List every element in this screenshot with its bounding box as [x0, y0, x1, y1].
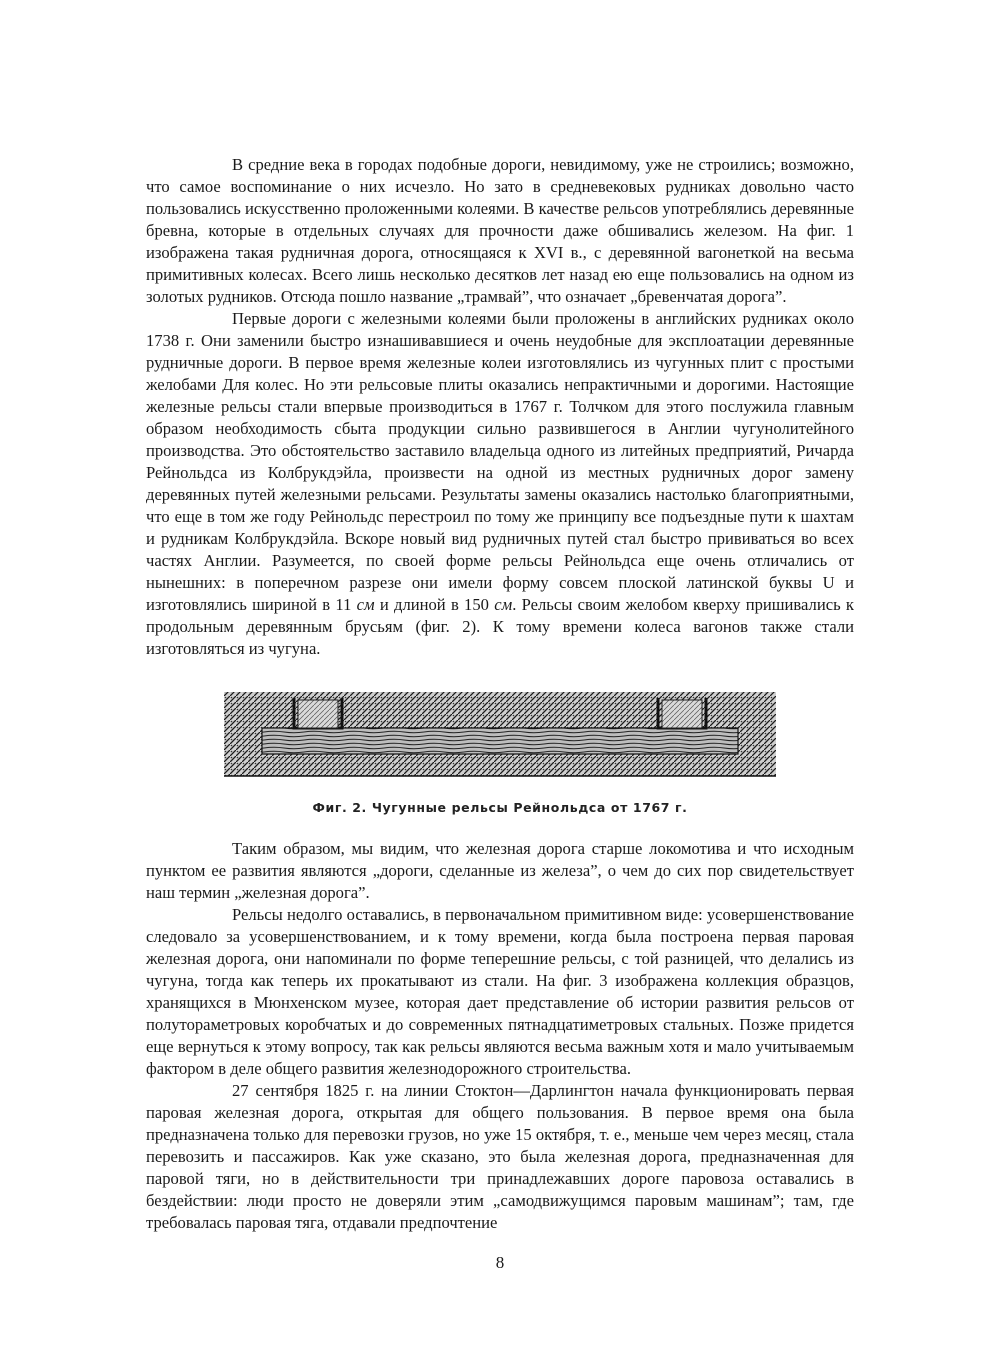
text-block-top [146, 154, 854, 660]
rail-cross-section-illustration [224, 690, 776, 780]
right-sleeper-block [662, 700, 702, 728]
paragraph-1 [146, 154, 854, 308]
paragraph-5: 27 сентября 1825 г. на линии Стоктон—Дарлингтон начала функционировать первая паровая железная дорога, открытая для общего пользования. В первое время она была предназначена только для перевозки грузов, но уже 15 октября, т. е., меньше чем через месяц, стала перевозить и пассажиров. Как уже сказано, это была железная дорога, предназначенная для паровой тяги, но в действительности три принадлежавших дороге паровоза оставались в бездействии: люди просто не доверяли этим „самодвижущимся паровым машинам”; там, где требовалась паровая тяга, отдавали предпочтение [146, 1081, 854, 1232]
paragraph-2 [146, 308, 854, 660]
wooden-beam [262, 728, 738, 754]
text-block-bottom [146, 838, 854, 1234]
figure-caption: Фиг. 2. Чугунные рельсы Рейнольдса от 1767 г. [312, 800, 688, 815]
unit-cm-2: см [494, 595, 513, 614]
paragraph-2-text-a: Первые дороги с железными колеями были проложены в английских рудниках около 1738 г. Они заменили быстро изнашивавшиеся и очень неудобные для эксплоатации деревянные рудничные дороги. В первое время железные колеи изготовлялись из чугунных плит с простыми желобами Для колес. Но эти рельсовые плиты оказались непрактичными и дорогими. Настоящие железные рельсы стали впервые производиться в 1767 г. Толчком для этого послужила главным образом необходимость сбыта продукции сильно развившегося в Англии чугунолитейного производства. Это обстоятельство заставило владельца одного из литейных предприятий, Ричарда Рейнольдса из Колбрукдэйла, произвести на одной из местных рудничных дорог замену деревянных путей железными рельсами. Результаты замены оказались настолько благоприятными, что еще в том же году Рейнольдс перестроил по тому же принципу все подъездные пути к шахтам и рудникам Колбрукдэйла. Вскоре новый вид рудничных путей стал быстро прививаться во всех частях Англии. Разумеется, по своей форме рельсы Рейнольдса еще очень отличались от нынешних: в поперечном разрезе они имели форму совсем плоской латинской буквы U и изготовлялись шириной в 11 [146, 309, 854, 614]
page-number: 8 [495, 1253, 505, 1272]
paragraph-2-text-b: и длиной в 150 [374, 595, 495, 614]
paragraph-2-text-c: . Рельсы своим желобом кверху пришивались к продольным деревянным брусьям (фиг. 2). К тому времени колеса вагонов также стали изготовляться из чугуна. [146, 595, 854, 658]
unit-cm-1: см [356, 595, 375, 614]
paragraph-4: Рельсы недолго оставались, в первоначальном примитивном виде: усовершенствование следовало за усовершенствованием, и к тому времени, когда была построена первая паровая железная дорога, они напоминали по форме теперешние рельсы, с той разницей, что делались из чугуна, тогда как теперь их прокатывают из стали. На фиг. 3 изображена коллекция образцов, хранящихся в Мюнхенском музее, которая дает представление об истории развития рельсов от полутораметровых коробчатых и до современных пятнадцатиметровых стальных. Позже придется еще вернуться к этому вопросу, так как рельсы являются весьма важным хотя и мало учитываемым фактором в деле общего развития железнодорожного строительства. [146, 905, 854, 1078]
paragraph-3: Таким образом, мы видим, что железная дорога старше локомотива и что исходным пунктом ее развития являются „дороги, сделанные из железа”, о чем до сих пор свидетельствует наш термин „железная дорога”. [146, 839, 854, 902]
paragraph-1-text: В средние века в городах подобные дороги, невидимому, уже не строились; возможно, что самое воспоминание о них исчезло. Но зато в средневековых рудниках довольно часто пользовались искусственно проложенными колеями. В качестве рельсов употреблялись деревянные бревна, которые в отдельных случаях для прочности даже обшивались железом. На фиг. 1 изображена такая рудничная дорога, относящаяся к XVI в., с деревянной вагонеткой на весьма примитивных колесах. Всего лишь несколько десятков лет назад ею еще пользовались на одном из золотых рудников. Отсюда пошло название „трамвай”, что означает „бревенчатая дорога”. [146, 155, 854, 306]
left-sleeper-block [298, 700, 338, 728]
